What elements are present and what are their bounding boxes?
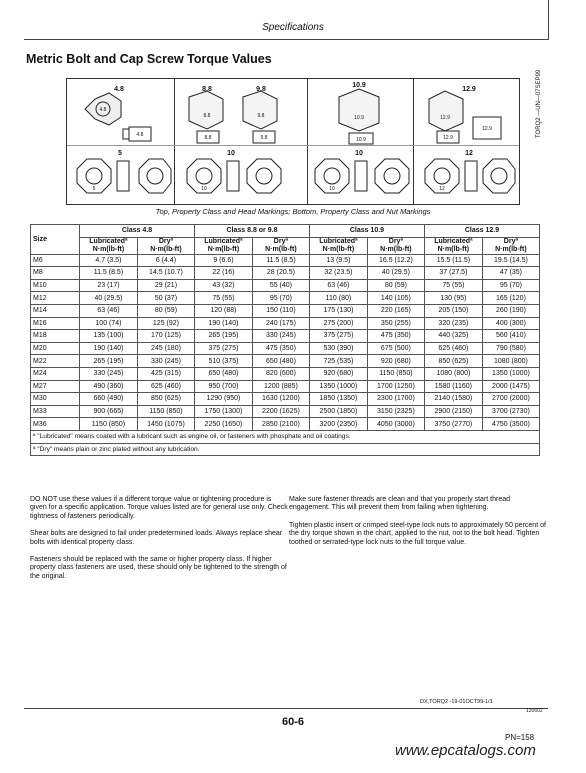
- torque-cell: 1150 (850): [137, 405, 194, 418]
- bolt-head-8-8-icon: [189, 91, 223, 129]
- torque-cell: 660 (490): [80, 393, 138, 406]
- torque-cell: 80 (59): [137, 304, 194, 317]
- torque-cell: 75 (55): [194, 292, 252, 305]
- size-header: Size: [31, 225, 80, 255]
- torque-cell: 675 (500): [367, 342, 424, 355]
- size-cell: M14: [31, 304, 80, 317]
- table-row: [31, 330, 540, 343]
- table-row: [31, 304, 540, 317]
- torque-cell: 1850 (1350): [309, 393, 367, 406]
- torque-cell: 1580 (1160): [424, 380, 482, 393]
- table-subheader-row: [31, 237, 540, 254]
- nut-side-icon: [355, 161, 367, 191]
- torque-cell: 6 (4.4): [137, 254, 194, 267]
- nut-class-label: 10: [355, 150, 363, 157]
- size-cell: M24: [31, 367, 80, 380]
- torque-cell: 95 (70): [482, 279, 539, 292]
- class-header: Class 10.9: [309, 225, 424, 238]
- torque-cell: 1080 (800): [424, 367, 482, 380]
- bolt-head-10-9-icon: [339, 89, 379, 131]
- subheader-line2: N·m(lb-ft): [207, 245, 240, 253]
- table-row: [31, 367, 540, 380]
- torque-cell: 40 (29.5): [80, 292, 138, 305]
- torque-cell: 260 (190): [482, 304, 539, 317]
- paragraph: DO NOT use these values if a different torque value or tightening procedure is given for a specific application. Torque values listed are for general use only. Check tightness of fasteners periodically.: [30, 496, 288, 520]
- subheader-line1: Lubricatedª: [89, 237, 128, 245]
- nut-class-label: 10: [227, 150, 235, 157]
- torque-cell: 850 (625): [424, 355, 482, 368]
- torque-cell: 11.5 (8.5): [80, 267, 138, 280]
- nut-mark: 5: [92, 186, 96, 192]
- nut-icon: [247, 159, 281, 193]
- size-cell: M18: [31, 330, 80, 343]
- torque-cell: 29 (21): [137, 279, 194, 292]
- left-column-text: [30, 496, 288, 590]
- torque-cell: 1150 (850): [367, 367, 424, 380]
- size-cell: M8: [31, 267, 80, 280]
- table-body: [31, 254, 540, 456]
- subheader-line1: Dryª: [158, 237, 174, 245]
- torque-cell: 920 (680): [367, 355, 424, 368]
- table-row: [31, 267, 540, 280]
- torque-cell: 1630 (1200): [252, 393, 309, 406]
- torque-cell: 350 (255): [367, 317, 424, 330]
- torque-cell: 1350 (1000): [482, 367, 539, 380]
- torque-cell: 175 (130): [309, 304, 367, 317]
- torque-cell: 1700 (1250): [367, 380, 424, 393]
- torque-cell: 400 (300): [482, 317, 539, 330]
- torque-cell: 2140 (1580): [424, 393, 482, 406]
- side-mark: 12.9: [482, 126, 492, 132]
- table-class-header-row: [31, 225, 540, 238]
- torque-cell: 110 (80): [309, 292, 367, 305]
- torque-cell: 100 (74): [80, 317, 138, 330]
- torque-cell: 625 (460): [424, 342, 482, 355]
- size-cell: M6: [31, 254, 80, 267]
- torque-cell: 1150 (850): [80, 418, 138, 431]
- bolt-head-9-8-icon: [243, 91, 277, 129]
- head-mark: 8.8: [203, 113, 211, 119]
- nut-mark: 10: [329, 186, 335, 192]
- torque-cell: 1200 (885): [252, 380, 309, 393]
- paragraph: Fasteners should be replaced with the same or higher property class. If higher property class fasteners are used, these should only be tightened to the strength of the original.: [30, 556, 287, 580]
- torque-cell: 50 (37): [137, 292, 194, 305]
- table-note-row: [31, 430, 540, 443]
- section-title: Metric Bolt and Cap Screw Torque Values: [26, 52, 272, 66]
- table-row: [31, 254, 540, 267]
- size-cell: M27: [31, 380, 80, 393]
- torque-cell: 265 (195): [194, 330, 252, 343]
- nut-icon: [483, 159, 515, 193]
- table-row: [31, 380, 540, 393]
- class-header: Class 4.8: [80, 225, 195, 238]
- header-rule: [24, 39, 548, 40]
- torque-cell: 16.5 (12.2): [367, 254, 424, 267]
- torque-cell: 19.5 (14.5): [482, 254, 539, 267]
- head-mark: 10.9: [354, 115, 364, 121]
- bolt-head-12-9-icon: [429, 91, 463, 131]
- torque-cell: 80 (59): [367, 279, 424, 292]
- side-mark: 4.8: [136, 132, 144, 138]
- subheader-cell: [424, 237, 482, 254]
- subheader-line1: Dryª: [273, 237, 289, 245]
- class-label: 8.8: [202, 86, 212, 93]
- table-note: ª "Lubricated" means coated with a lubricant such as engine oil, or fasteners with phosphate and oil coatings.: [31, 430, 540, 443]
- torque-cell: 75 (55): [424, 279, 482, 292]
- nut-class-label: 12: [465, 150, 473, 157]
- paragraph: Shear bolts are designed to fail under predetermined loads. Always replace shear bolts with identical property class.: [30, 530, 283, 546]
- torque-cell: 135 (100): [80, 330, 138, 343]
- subheader-line2: N·m(lb-ft): [495, 245, 527, 253]
- doc-code: DX,TORQ2 -19-01OCT99-1/1: [420, 699, 493, 705]
- torque-cell: 625 (460): [137, 380, 194, 393]
- torque-cell: 1750 (1300): [194, 405, 252, 418]
- subheader-line2: N·m(lb-ft): [150, 245, 182, 253]
- torque-cell: 2200 (1625): [252, 405, 309, 418]
- subheader-line1: Lubricatedª: [319, 237, 358, 245]
- subheader-cell: [194, 237, 252, 254]
- torque-cell: 14.5 (10.7): [137, 267, 194, 280]
- torque-cell: 375 (275): [194, 342, 252, 355]
- torque-cell: 190 (140): [194, 317, 252, 330]
- torque-cell: 560 (410): [482, 330, 539, 343]
- torque-cell: 2900 (2150): [424, 405, 482, 418]
- size-cell: M16: [31, 317, 80, 330]
- footer-rule: [24, 708, 548, 709]
- torque-cell: 47 (35): [482, 267, 539, 280]
- torque-cell: 2500 (1850): [309, 405, 367, 418]
- torque-cell: 425 (315): [137, 367, 194, 380]
- torque-cell: 3700 (2730): [482, 405, 539, 418]
- size-cell: M33: [31, 405, 80, 418]
- bolt-thread-icon: [123, 129, 129, 139]
- torque-cell: 3750 (2770): [424, 418, 482, 431]
- pn-label: PN=158: [505, 733, 535, 742]
- torque-cell: 330 (245): [137, 355, 194, 368]
- nut-mark: 12: [439, 186, 445, 192]
- torque-cell: 900 (665): [80, 405, 138, 418]
- nut-class-label: 5: [118, 150, 122, 157]
- torque-cell: 28 (20.5): [252, 267, 309, 280]
- torque-cell: 15.5 (11.5): [424, 254, 482, 267]
- bolt-drawings: [67, 79, 519, 204]
- torque-cell: 11.5 (8.5): [252, 254, 309, 267]
- size-cell: M12: [31, 292, 80, 305]
- torque-cell: 240 (175): [252, 317, 309, 330]
- torque-cell: 3200 (2350): [309, 418, 367, 431]
- class-header: Class 8.8 or 9.8: [194, 225, 309, 238]
- torque-cell: 55 (40): [252, 279, 309, 292]
- torque-cell: 275 (200): [309, 317, 367, 330]
- torque-cell: 850 (625): [137, 393, 194, 406]
- subheader-line1: Dryª: [503, 237, 519, 245]
- torque-cell: 37 (27.5): [424, 267, 482, 280]
- class-label: 9.8: [256, 86, 266, 93]
- side-mark: 12.9: [443, 135, 453, 141]
- table-note: ª "Dry" means plain or zinc plated without any lubrication.: [31, 443, 540, 456]
- torque-cell: 165 (120): [482, 292, 539, 305]
- subheader-line2: N·m(lb-ft): [437, 245, 470, 253]
- subheader-line2: N·m(lb-ft): [92, 245, 125, 253]
- torque-cell: 1450 (1075): [137, 418, 194, 431]
- torque-cell: 2850 (2100): [252, 418, 309, 431]
- subheader-cell: [309, 237, 367, 254]
- page-header: Specifications: [262, 22, 324, 33]
- table-row: [31, 405, 540, 418]
- head-mark: 4.8: [99, 107, 107, 113]
- torque-cell: 2300 (1700): [367, 393, 424, 406]
- size-cell: M30: [31, 393, 80, 406]
- nut-icon: [375, 159, 409, 193]
- side-mark: 10.9: [356, 137, 366, 143]
- class-header: Class 12.9: [424, 225, 539, 238]
- subheader-line1: Lubricatedª: [434, 237, 473, 245]
- torque-cell: 9 (6.6): [194, 254, 252, 267]
- torque-cell: 950 (700): [194, 380, 252, 393]
- torque-cell: 475 (350): [252, 342, 309, 355]
- table-row: [31, 292, 540, 305]
- subheader-line1: Lubricatedª: [204, 237, 243, 245]
- size-cell: M36: [31, 418, 80, 431]
- torque-cell: 63 (46): [309, 279, 367, 292]
- torque-cell: 490 (360): [80, 380, 138, 393]
- table-note-row: [31, 443, 540, 456]
- torque-cell: 265 (195): [80, 355, 138, 368]
- table-row: [31, 342, 540, 355]
- torque-cell: 1290 (950): [194, 393, 252, 406]
- torque-cell: 2250 (1650): [194, 418, 252, 431]
- torque-cell: 4050 (3000): [367, 418, 424, 431]
- torque-cell: 23 (17): [80, 279, 138, 292]
- torque-cell: 13 (9.5): [309, 254, 367, 267]
- paragraph: Tighten plastic insert or crimped steel-type lock nuts to approximately 50 percent of the dry torque shown in the chart, applied to the nut, not to the bolt head. Tighten toothed or serrated-type lock nuts to the full torque value.: [289, 521, 546, 546]
- class-label: 12.9: [462, 86, 476, 93]
- class-label: 10.9: [352, 82, 366, 89]
- website-watermark: www.epcatalogs.com: [395, 742, 536, 759]
- torque-cell: 4.7 (3.5): [80, 254, 138, 267]
- page-number: 60-6: [281, 716, 305, 728]
- size-cell: M22: [31, 355, 80, 368]
- subheader-cell: [80, 237, 138, 254]
- torque-cell: 95 (70): [252, 292, 309, 305]
- subheader-line2: N·m(lb-ft): [380, 245, 412, 253]
- nut-side-icon: [117, 161, 129, 191]
- torque-cell: 125 (92): [137, 317, 194, 330]
- nut-icon: [139, 159, 171, 193]
- torque-cell: 43 (32): [194, 279, 252, 292]
- torque-cell: 2700 (2000): [482, 393, 539, 406]
- side-mark: 8.8: [204, 135, 212, 141]
- table-row: [31, 317, 540, 330]
- torque-cell: 40 (29.5): [367, 267, 424, 280]
- subheader-cell: [367, 237, 424, 254]
- torque-cell: 320 (235): [424, 317, 482, 330]
- torque-cell: 1080 (800): [482, 355, 539, 368]
- torque-cell: 140 (105): [367, 292, 424, 305]
- class-label: 4.8: [114, 86, 124, 93]
- size-cell: M10: [31, 279, 80, 292]
- small-code: 120602: [526, 708, 543, 714]
- torque-cell: 330 (245): [80, 367, 138, 380]
- bolt-markings-figure: [66, 78, 520, 205]
- header-vertical-rule: [548, 0, 549, 40]
- torque-cell: 650 (480): [252, 355, 309, 368]
- torque-cell: 63 (46): [80, 304, 138, 317]
- subheader-line1: Dryª: [388, 237, 404, 245]
- torque-cell: 375 (275): [309, 330, 367, 343]
- right-column-text: [289, 496, 547, 556]
- side-mark: 9.8: [260, 135, 268, 141]
- torque-cell: 220 (165): [367, 304, 424, 317]
- torque-cell: 3150 (2325): [367, 405, 424, 418]
- subheader-cell: [137, 237, 194, 254]
- table-row: [31, 355, 540, 368]
- head-mark: 12.9: [440, 115, 450, 121]
- nut-mark: 10: [201, 186, 207, 192]
- torque-cell: 2000 (1475): [482, 380, 539, 393]
- torque-cell: 820 (600): [252, 367, 309, 380]
- torque-cell: 150 (110): [252, 304, 309, 317]
- torque-cell: 205 (150): [424, 304, 482, 317]
- nut-side-icon: [227, 161, 239, 191]
- subheader-line2: N·m(lb-ft): [265, 245, 297, 253]
- torque-cell: 170 (125): [137, 330, 194, 343]
- size-cell: M20: [31, 342, 80, 355]
- torque-cell: 650 (480): [194, 367, 252, 380]
- torque-cell: 1350 (1000): [309, 380, 367, 393]
- nut-side-icon: [465, 161, 477, 191]
- torque-cell: 22 (16): [194, 267, 252, 280]
- torque-table: [30, 224, 540, 456]
- torque-cell: 190 (140): [80, 342, 138, 355]
- torque-cell: 130 (95): [424, 292, 482, 305]
- paragraph: Make sure fastener threads are clean and that you properly start thread engagement. This will prevent them from failing when tightening.: [289, 496, 511, 512]
- torque-cell: 32 (23.5): [309, 267, 367, 280]
- torque-cell: 530 (390): [309, 342, 367, 355]
- torque-cell: 790 (580): [482, 342, 539, 355]
- table-row: [31, 418, 540, 431]
- torque-cell: 920 (680): [309, 367, 367, 380]
- torque-cell: 440 (325): [424, 330, 482, 343]
- torque-cell: 245 (180): [137, 342, 194, 355]
- torque-cell: 330 (245): [252, 330, 309, 343]
- subheader-cell: [252, 237, 309, 254]
- figure-caption: Top, Property Class and Head Markings; Bottom, Property Class and Nut Markings: [155, 207, 431, 216]
- subheader-cell: [482, 237, 539, 254]
- table-row: [31, 393, 540, 406]
- torque-cell: 120 (88): [194, 304, 252, 317]
- subheader-line2: N·m(lb-ft): [322, 245, 355, 253]
- torque-cell: 510 (375): [194, 355, 252, 368]
- torque-cell: 475 (350): [367, 330, 424, 343]
- table-row: [31, 279, 540, 292]
- torque-cell: 4750 (3500): [482, 418, 539, 431]
- torque-cell: 725 (535): [309, 355, 367, 368]
- figure-side-code: TORQ2 —UN—07SEP99: [536, 69, 542, 138]
- head-mark: 9.8: [257, 113, 265, 119]
